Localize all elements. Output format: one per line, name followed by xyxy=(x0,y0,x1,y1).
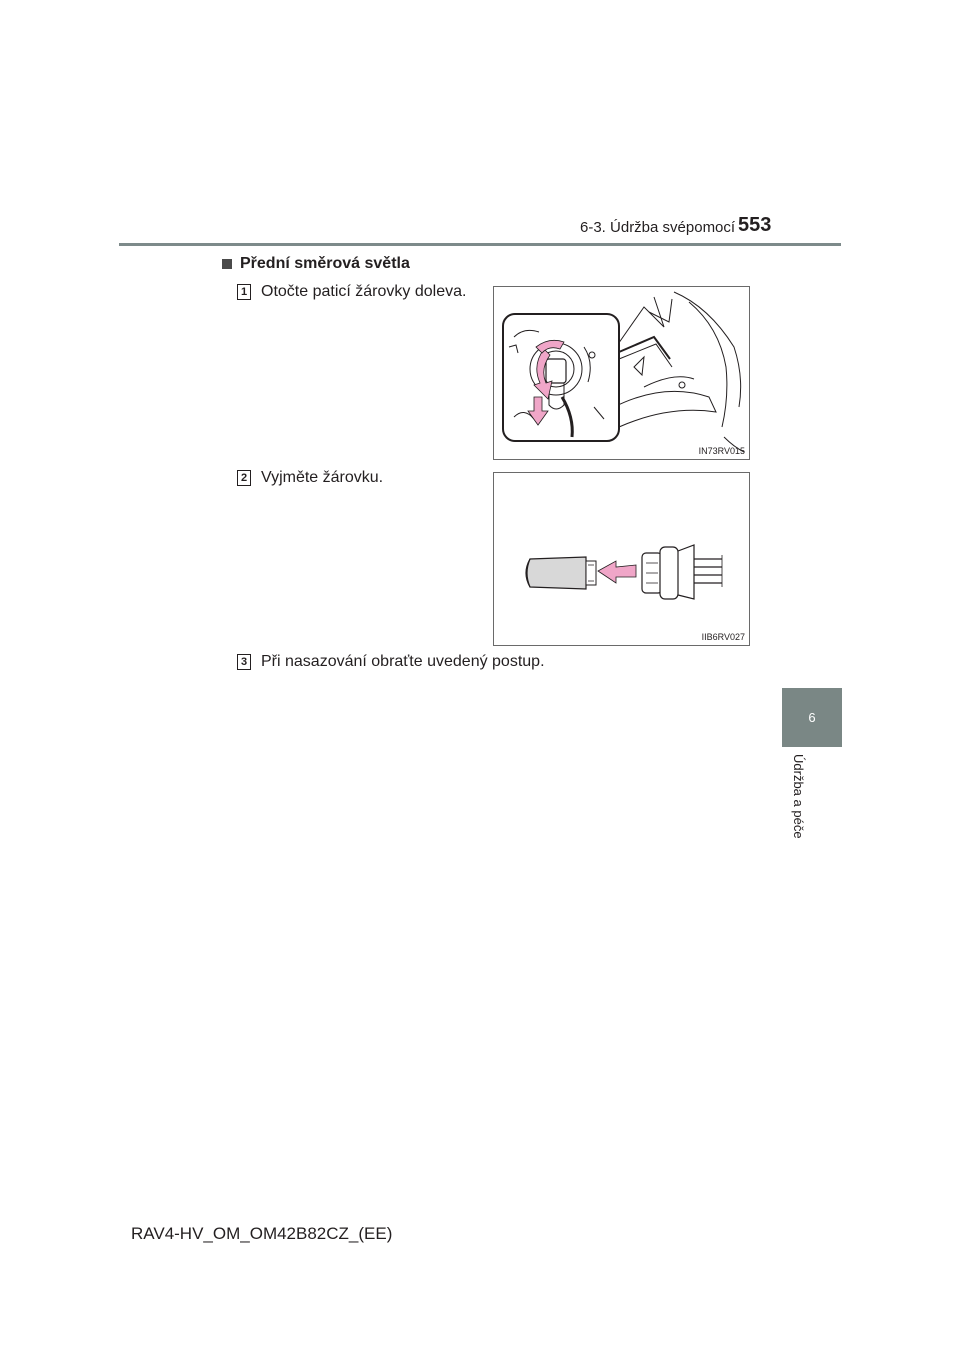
step-3-text: Při nasazování obraťte uvedený postup. xyxy=(261,653,545,670)
chapter-label: Údržba a péče xyxy=(791,754,806,839)
section-heading-text: Přední směrová světla xyxy=(240,255,410,272)
step-3-badge: 3 xyxy=(237,654,251,670)
figure-2-code: IIB6RV027 xyxy=(701,632,745,642)
chapter-number: 6 xyxy=(808,710,816,725)
page-number: 553 xyxy=(738,214,772,236)
figure-2 xyxy=(493,472,750,646)
running-header-section: 6-3. Údržba svépomocí xyxy=(580,219,736,236)
figure-1-code: IN73RV015 xyxy=(698,446,745,456)
header-rule xyxy=(119,243,841,246)
step-2-badge: 2 xyxy=(237,470,251,486)
bulb-socket-rotation-illustration xyxy=(494,287,749,459)
chapter-tab xyxy=(782,688,842,747)
section-heading xyxy=(222,255,410,273)
square-bullet-icon xyxy=(222,259,232,269)
figure-1 xyxy=(493,286,750,460)
document-id: RAV4-HV_OM_OM42B82CZ_(EE) xyxy=(131,1224,393,1243)
step-1-badge: 1 xyxy=(237,284,251,300)
bulb-removal-illustration xyxy=(494,473,749,645)
step-1-text: Otočte paticí žárovky doleva. xyxy=(261,283,467,300)
step-2-text: Vyjměte žárovku. xyxy=(261,469,384,486)
